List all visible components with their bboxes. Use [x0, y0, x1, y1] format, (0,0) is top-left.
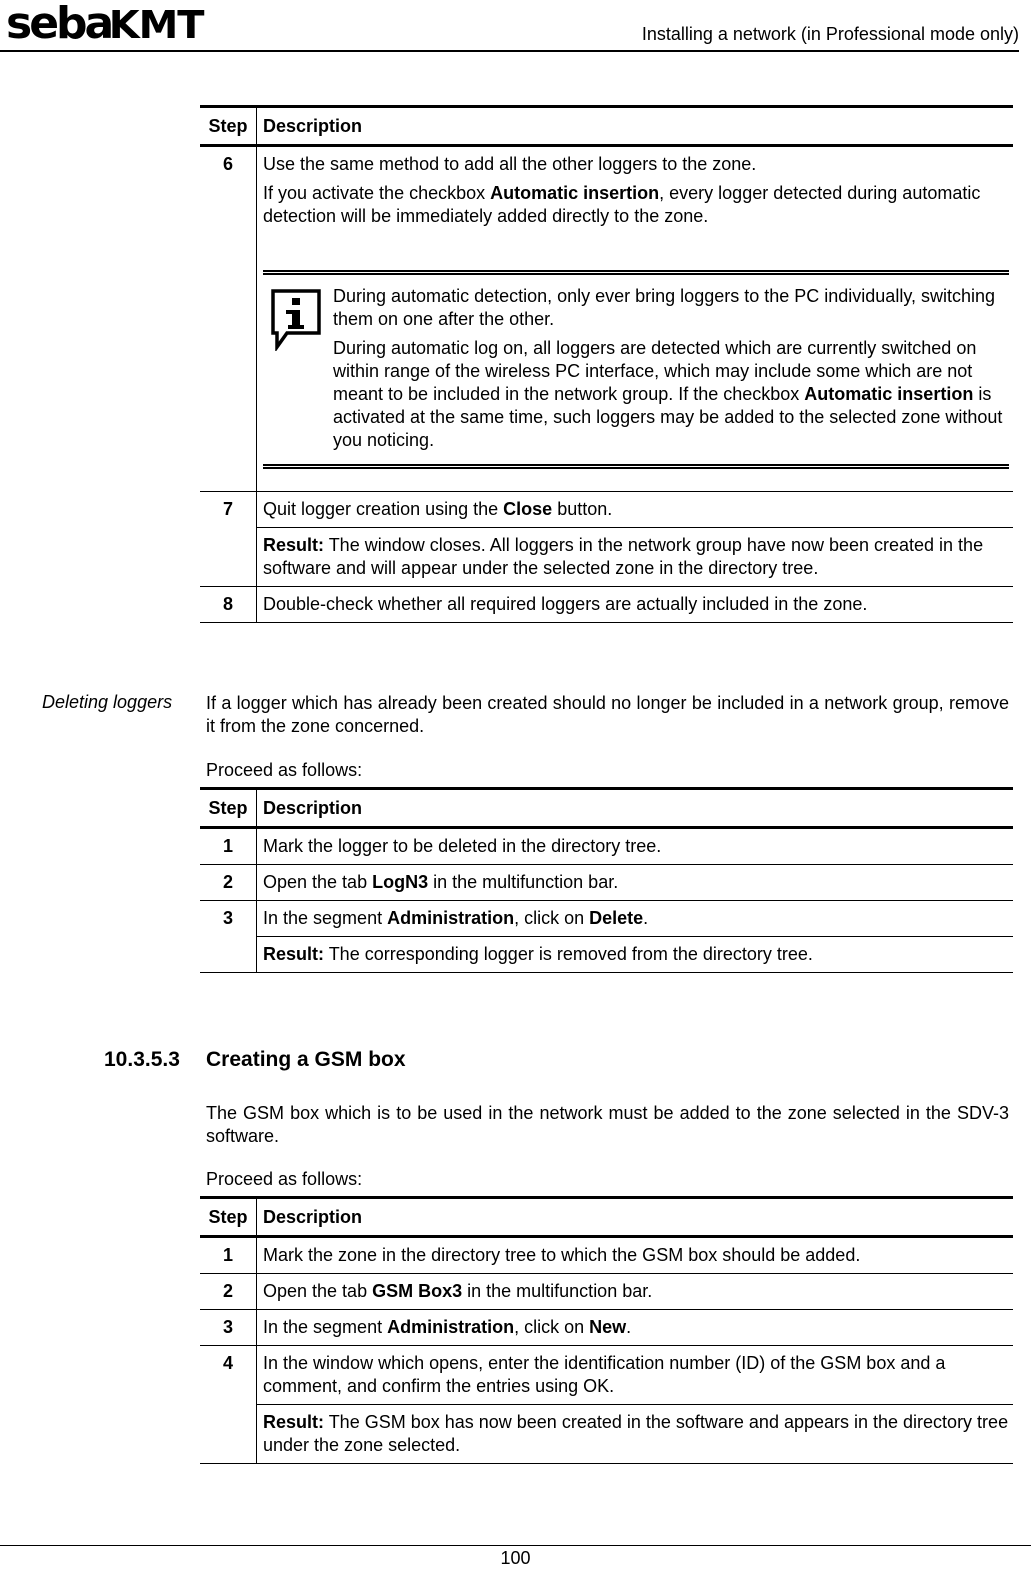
table-row-step-4	[200, 1346, 1013, 1405]
info-note	[263, 270, 1009, 469]
step-text: Use the same method to add all the other loggers to the zone.	[263, 154, 757, 174]
step-description: Open the tab GSM Box3 in the multifunction bar.	[257, 1274, 1014, 1310]
section-heading	[104, 1048, 406, 1072]
step-description: Mark the logger to be deleted in the directory tree.	[257, 828, 1014, 865]
step-number: 2	[200, 1274, 257, 1310]
step-description: In the window which opens, enter the identification number (ID) of the GSM box and a comment, and confirm the entries using OK.	[263, 1353, 946, 1396]
step-description: Open the tab LogN3 in the multifunction bar.	[257, 865, 1014, 901]
logo-kmt: KMT	[108, 3, 204, 47]
column-header-step: Step	[200, 1198, 257, 1237]
info-icon	[271, 289, 321, 351]
step-text: If you activate the checkbox Automatic insertion, every logger detected during automatic detection will be immediately added directly to the zone.	[263, 183, 981, 226]
steps-table-adding-loggers	[200, 105, 1013, 623]
table-row-step-8	[200, 587, 1013, 623]
gsm-proceed-text: Proceed as follows:	[206, 1169, 363, 1189]
step-description: Double-check whether all required loggers are actually included in the zone.	[257, 587, 1014, 623]
step-description: In the segment Administration, click on Delete.	[263, 908, 649, 928]
note-paragraph: During automatic log on, all loggers are detected which are currently switched on within range of the wireless PC interface, which may include some which are not meant to be included in the network group. If the checkbox Automatic insertion is activated at the same time, such loggers may be added to the selected zone without you noticing.	[333, 338, 1003, 450]
deleting-intro-paragraph: If a logger which has already been created should no longer be included in a network group, remove it from the zone concerned.	[206, 693, 1009, 736]
side-label-deleting-loggers: Deleting loggers	[42, 692, 173, 712]
step-number: 1	[200, 1237, 257, 1274]
step-number: 8	[200, 587, 257, 623]
column-header-description: Description	[257, 107, 1014, 146]
table-row-step-3	[200, 901, 1013, 937]
step-number: 3	[200, 1310, 257, 1346]
step-result: Result: The corresponding logger is removed from the directory tree.	[257, 937, 1014, 973]
step-number: 3	[200, 901, 257, 973]
note-paragraph: During automatic detection, only ever bring loggers to the PC individually, switching them on one after the other.	[333, 286, 996, 329]
column-header-step: Step	[200, 789, 257, 828]
table-row-step-2	[200, 1274, 1013, 1310]
table-row-step-3	[200, 1310, 1013, 1346]
step-description: Mark the zone in the directory tree to which the GSM box should be added.	[257, 1237, 1014, 1274]
step-description	[257, 146, 1014, 492]
gsm-intro-paragraph: The GSM box which is to be used in the network must be added to the zone selected in the SDV-3 software.	[206, 1103, 1009, 1146]
header-divider	[0, 50, 1019, 52]
deleting-proceed-text: Proceed as follows:	[206, 760, 363, 780]
section-title: Creating a GSM box	[206, 1048, 406, 1071]
step-number: 1	[200, 828, 257, 865]
table-row-step-7-result	[200, 528, 1013, 587]
steps-table-deleting-loggers	[200, 787, 1013, 973]
step-result: Result: The window closes. All loggers in the network group have now been created in the software and will appear under the selected zone in the directory tree.	[257, 528, 1014, 587]
info-note-text	[333, 285, 1009, 452]
column-header-description: Description	[257, 789, 1014, 828]
step-number: 4	[200, 1346, 257, 1464]
step-result: Result: The GSM box has now been created in the software and appears in the directory tree under the zone selected.	[257, 1405, 1014, 1464]
table-row-step-6	[200, 146, 1013, 492]
page-header-title: Installing a network (in Professional mode only)	[641, 24, 1019, 44]
table-row-step-3-result	[200, 937, 1013, 973]
column-header-description: Description	[257, 1198, 1014, 1237]
page-number: 100	[500, 1548, 531, 1568]
step-number: 6	[200, 146, 257, 492]
step-description: Quit logger creation using the Close button.	[263, 499, 613, 519]
steps-table-gsm-box	[200, 1196, 1013, 1464]
footer-divider	[0, 1545, 1031, 1546]
step-number: 7	[200, 492, 257, 587]
table-header-row	[200, 107, 1013, 146]
step-description: In the segment Administration, click on New.	[257, 1310, 1014, 1346]
table-row-step-1	[200, 828, 1013, 865]
table-row-step-4-result	[200, 1405, 1013, 1464]
table-header-row	[200, 1198, 1013, 1237]
table-row-step-7	[200, 492, 1013, 528]
table-row-step-1	[200, 1237, 1013, 1274]
table-row-step-2	[200, 865, 1013, 901]
table-header-row	[200, 789, 1013, 828]
column-header-step: Step	[200, 107, 257, 146]
step-number: 2	[200, 865, 257, 901]
logo-seba: seba	[6, 0, 112, 49]
company-logo	[6, 0, 204, 49]
section-number: 10.3.5.3	[104, 1048, 180, 1071]
